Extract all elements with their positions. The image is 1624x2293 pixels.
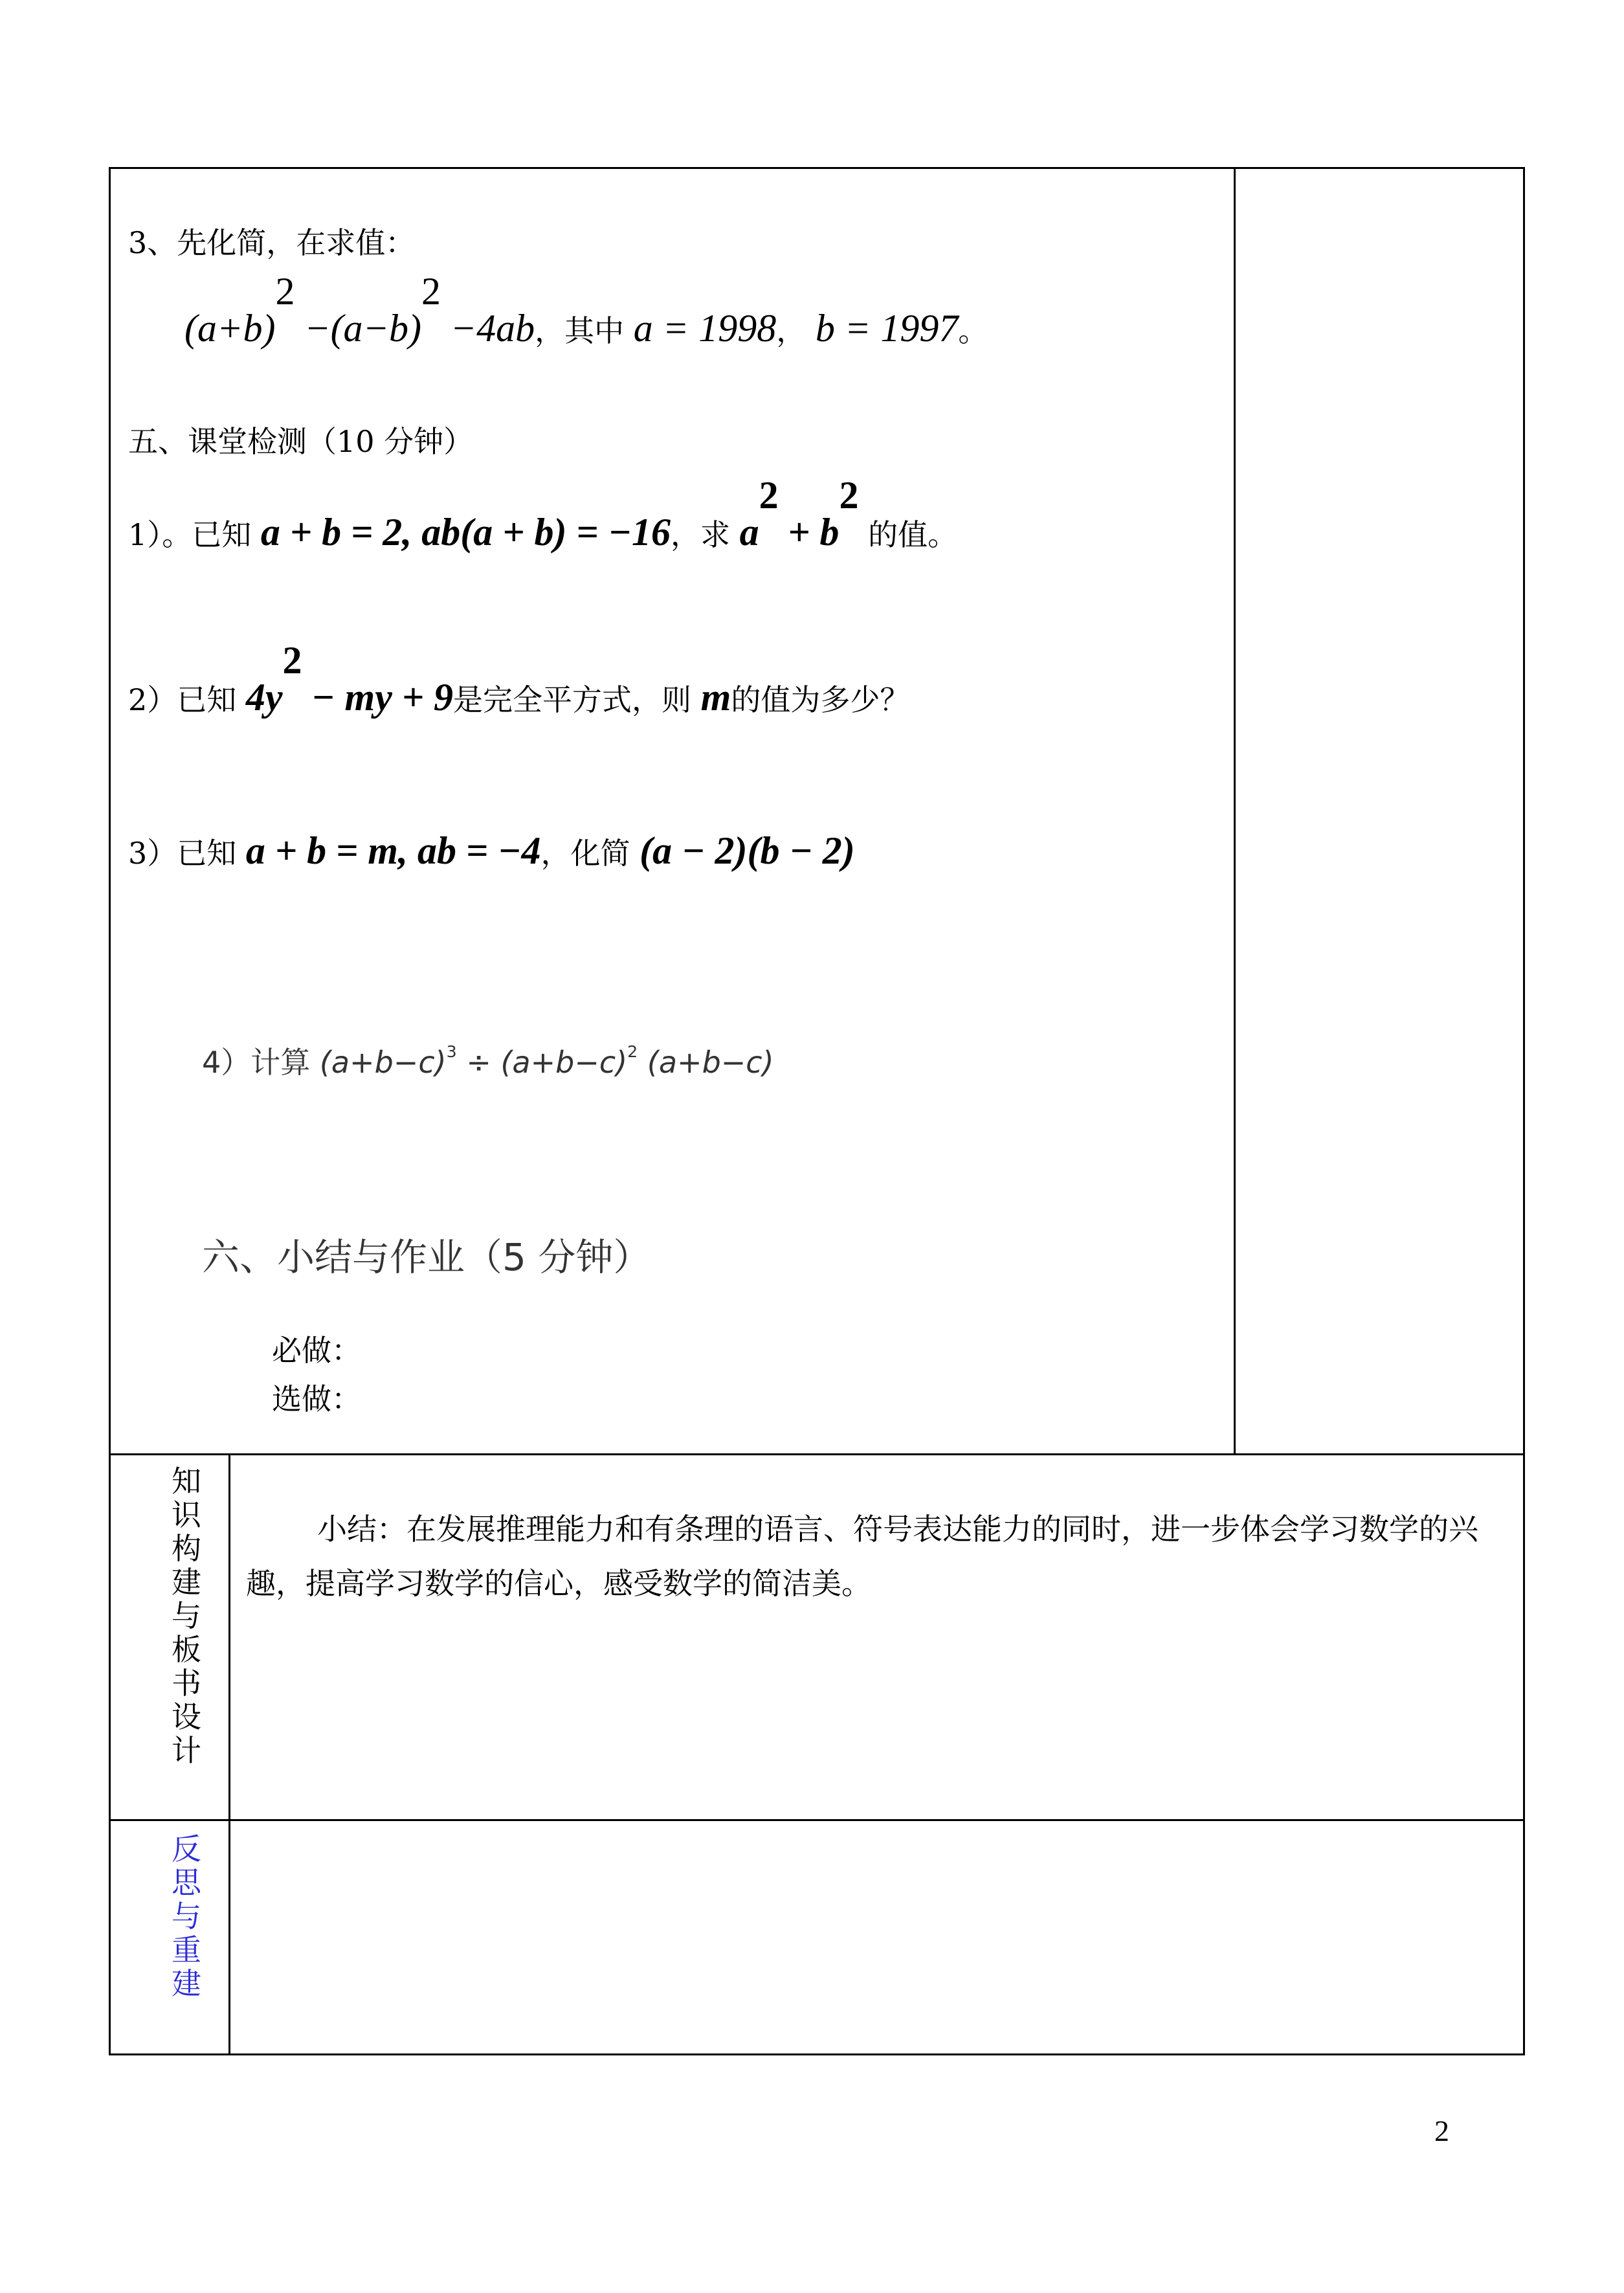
q1-exp-a: 2 [759, 474, 779, 517]
section5-q1 [128, 474, 958, 555]
q3-b-value: b = 1997 [815, 307, 959, 350]
q3-expression [184, 270, 988, 352]
homework-required: 必做： [272, 1333, 361, 1368]
table-label-column-divider [228, 1453, 230, 2055]
q3-separator: ， [776, 313, 806, 348]
q2-prefix: 2）已知 [128, 682, 237, 717]
q4-exp-b: 2 [627, 1042, 638, 1061]
knowledge-summary: 小结：在发展推理能力和有条理的语言、符号表达能力的同时，进一步体会学习数学的兴趣，提高学习数学的信心，感受数学的简洁美。 [246, 1512, 1478, 1601]
q3-expr-part-b: −(a−b) [304, 307, 422, 350]
q1-expression: a + b = 2, ab(a + b) = −16 [260, 511, 671, 554]
q1-square-b: + b [788, 511, 840, 554]
section6-title: 六、小结与作业（5 分钟） [202, 1235, 651, 1279]
q1-square-a: a [739, 511, 759, 554]
q4-expr-c: (a+b−c) [647, 1045, 774, 1080]
q4-exp-a: 3 [446, 1042, 457, 1061]
section5-q2 [128, 639, 910, 721]
q3b-mid: ，化简 [540, 836, 630, 871]
q4-expr-a: (a+b−c) [319, 1045, 447, 1080]
q3-label: 3、先化简，在求值： [128, 225, 416, 260]
q1-suffix: 的值。 [868, 517, 958, 552]
q2-expr-a: 4y [245, 676, 283, 719]
q4-expr-b: (a+b−c) [500, 1045, 628, 1080]
q2-var: m [700, 676, 731, 719]
table-border-top [109, 167, 1525, 169]
q3-expr-part-a: (a+b) [184, 307, 276, 350]
table-row-divider-2 [109, 1819, 1525, 1821]
table-border-right [1523, 167, 1525, 2055]
q2-mid: 是完全平方式，则 [453, 682, 692, 717]
table-border-bottom [109, 2053, 1525, 2055]
page-number: 2 [1434, 2114, 1449, 2147]
q3b-prefix: 3）已知 [128, 836, 237, 871]
q4-prefix: 4）计算 [202, 1045, 311, 1080]
q3-exp-a: 2 [275, 270, 295, 313]
q2-expr-b: − my + 9 [311, 676, 454, 719]
q3b-target: (a − 2)(b − 2) [640, 829, 855, 872]
section5-title: 五、课堂检测（10 分钟） [128, 424, 474, 459]
knowledge-row-label: 知识构建与板书设计 [172, 1464, 201, 1768]
q3-a-value: a = 1998 [633, 307, 777, 350]
reflection-row-label: 反思与重建 [172, 1831, 201, 2001]
q3-where: ，其中 [535, 313, 625, 348]
q1-prefix: 1）。已知 [128, 517, 252, 552]
homework-optional: 选做： [272, 1381, 361, 1416]
q3b-expression: a + b = m, ab = −4 [245, 829, 541, 872]
table-divider-side-column [1234, 167, 1236, 1455]
q3-end: 。 [958, 313, 988, 348]
table-border-left [109, 167, 111, 2055]
q2-exp: 2 [282, 639, 302, 682]
q2-suffix: 的值为多少？ [731, 682, 910, 717]
q3-exp-b: 2 [421, 270, 441, 313]
q1-exp-b: 2 [839, 474, 859, 517]
table-row-divider-1 [109, 1453, 1525, 1455]
section5-q3 [128, 827, 855, 874]
q4-divide: ÷ [466, 1045, 491, 1080]
section5-q4 [202, 1039, 774, 1082]
q3-expr-part-c: −4ab [450, 307, 535, 350]
q1-mid: ，求 [670, 517, 730, 552]
